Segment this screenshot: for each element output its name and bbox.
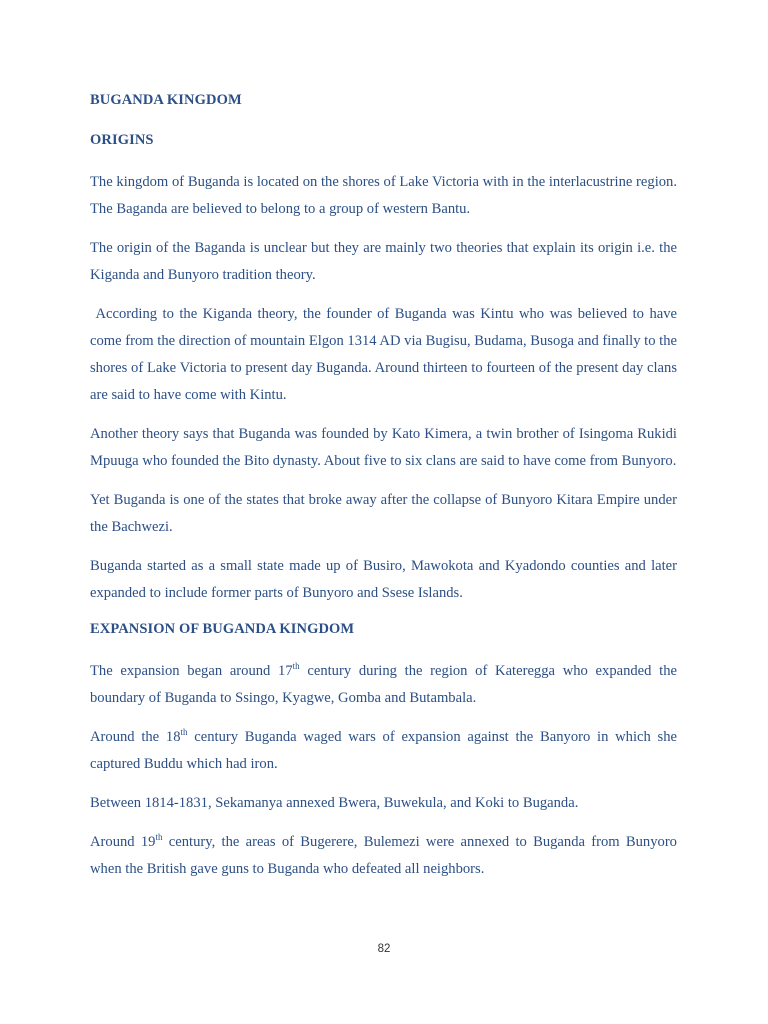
ordinal-superscript: th (180, 727, 188, 737)
paragraph-text: The expansion began around 17 (90, 663, 293, 679)
section-heading-origins: ORIGINS (90, 132, 154, 148)
paragraph: According to the Kiganda theory, the founder of Buganda was Kintu who was believed to have come from the direction of mountain Elgon 1314 AD via Bugisu, Budama, Busoga and finally to the shores of Lake Victoria to present day Buganda. Around thirteen to fourteen of the present day clans are said to have come with Kintu. (90, 306, 677, 403)
paragraph (90, 658, 677, 712)
ordinal-superscript: th (292, 661, 300, 671)
document-title: BUGANDA KINGDOM (90, 92, 242, 108)
paragraph-text: century Buganda waged wars of expansion against the Banyoro in which she captured Buddu which had iron. (90, 729, 677, 772)
section-heading-expansion: EXPANSION OF BUGANDA KINGDOM (90, 621, 355, 637)
page-content (90, 90, 677, 895)
paragraph: The origin of the Baganda is unclear but they are mainly two theories that explain its origin i.e. the Kiganda and Bunyoro tradition theory. (90, 240, 677, 283)
paragraph-text: century, the areas of Bugerere, Bulemezi were annexed to Buganda from Bunyoro when the British gave guns to Buganda who defeated all neighbors. (90, 834, 677, 877)
ordinal-superscript: th (155, 832, 163, 842)
paragraph-text: century during the region of Kateregga who expanded the boundary of Buganda to Ssingo, Kyagwe, Gomba and Butambala. (90, 663, 677, 706)
paragraph (90, 724, 677, 778)
paragraph: The kingdom of Buganda is located on the shores of Lake Victoria with in the interlacustrine region. The Baganda are believed to belong to a group of western Bantu. (90, 174, 677, 217)
paragraph: Yet Buganda is one of the states that broke away after the collapse of Bunyoro Kitara Empire under the Bachwezi. (90, 492, 677, 535)
paragraph-text: Around 19 (90, 834, 156, 850)
paragraph (90, 790, 677, 817)
paragraph (90, 829, 677, 883)
page-number: 82 (377, 943, 391, 955)
paragraph-text: Around the 18 (90, 729, 181, 745)
paragraph: Buganda started as a small state made up of Busiro, Mawokota and Kyadondo counties and later expanded to include former parts of Bunyoro and Ssese Islands. (90, 558, 677, 601)
paragraph: Another theory says that Buganda was founded by Kato Kimera, a twin brother of Isingoma Rukidi Mpuuga who founded the Bito dynasty. About five to six clans are said to have come from Bunyoro. (90, 426, 677, 469)
paragraph-text: Between 1814-1831, Sekamanya annexed Bwera, Buwekula, and Koki to Buganda. (90, 795, 579, 811)
